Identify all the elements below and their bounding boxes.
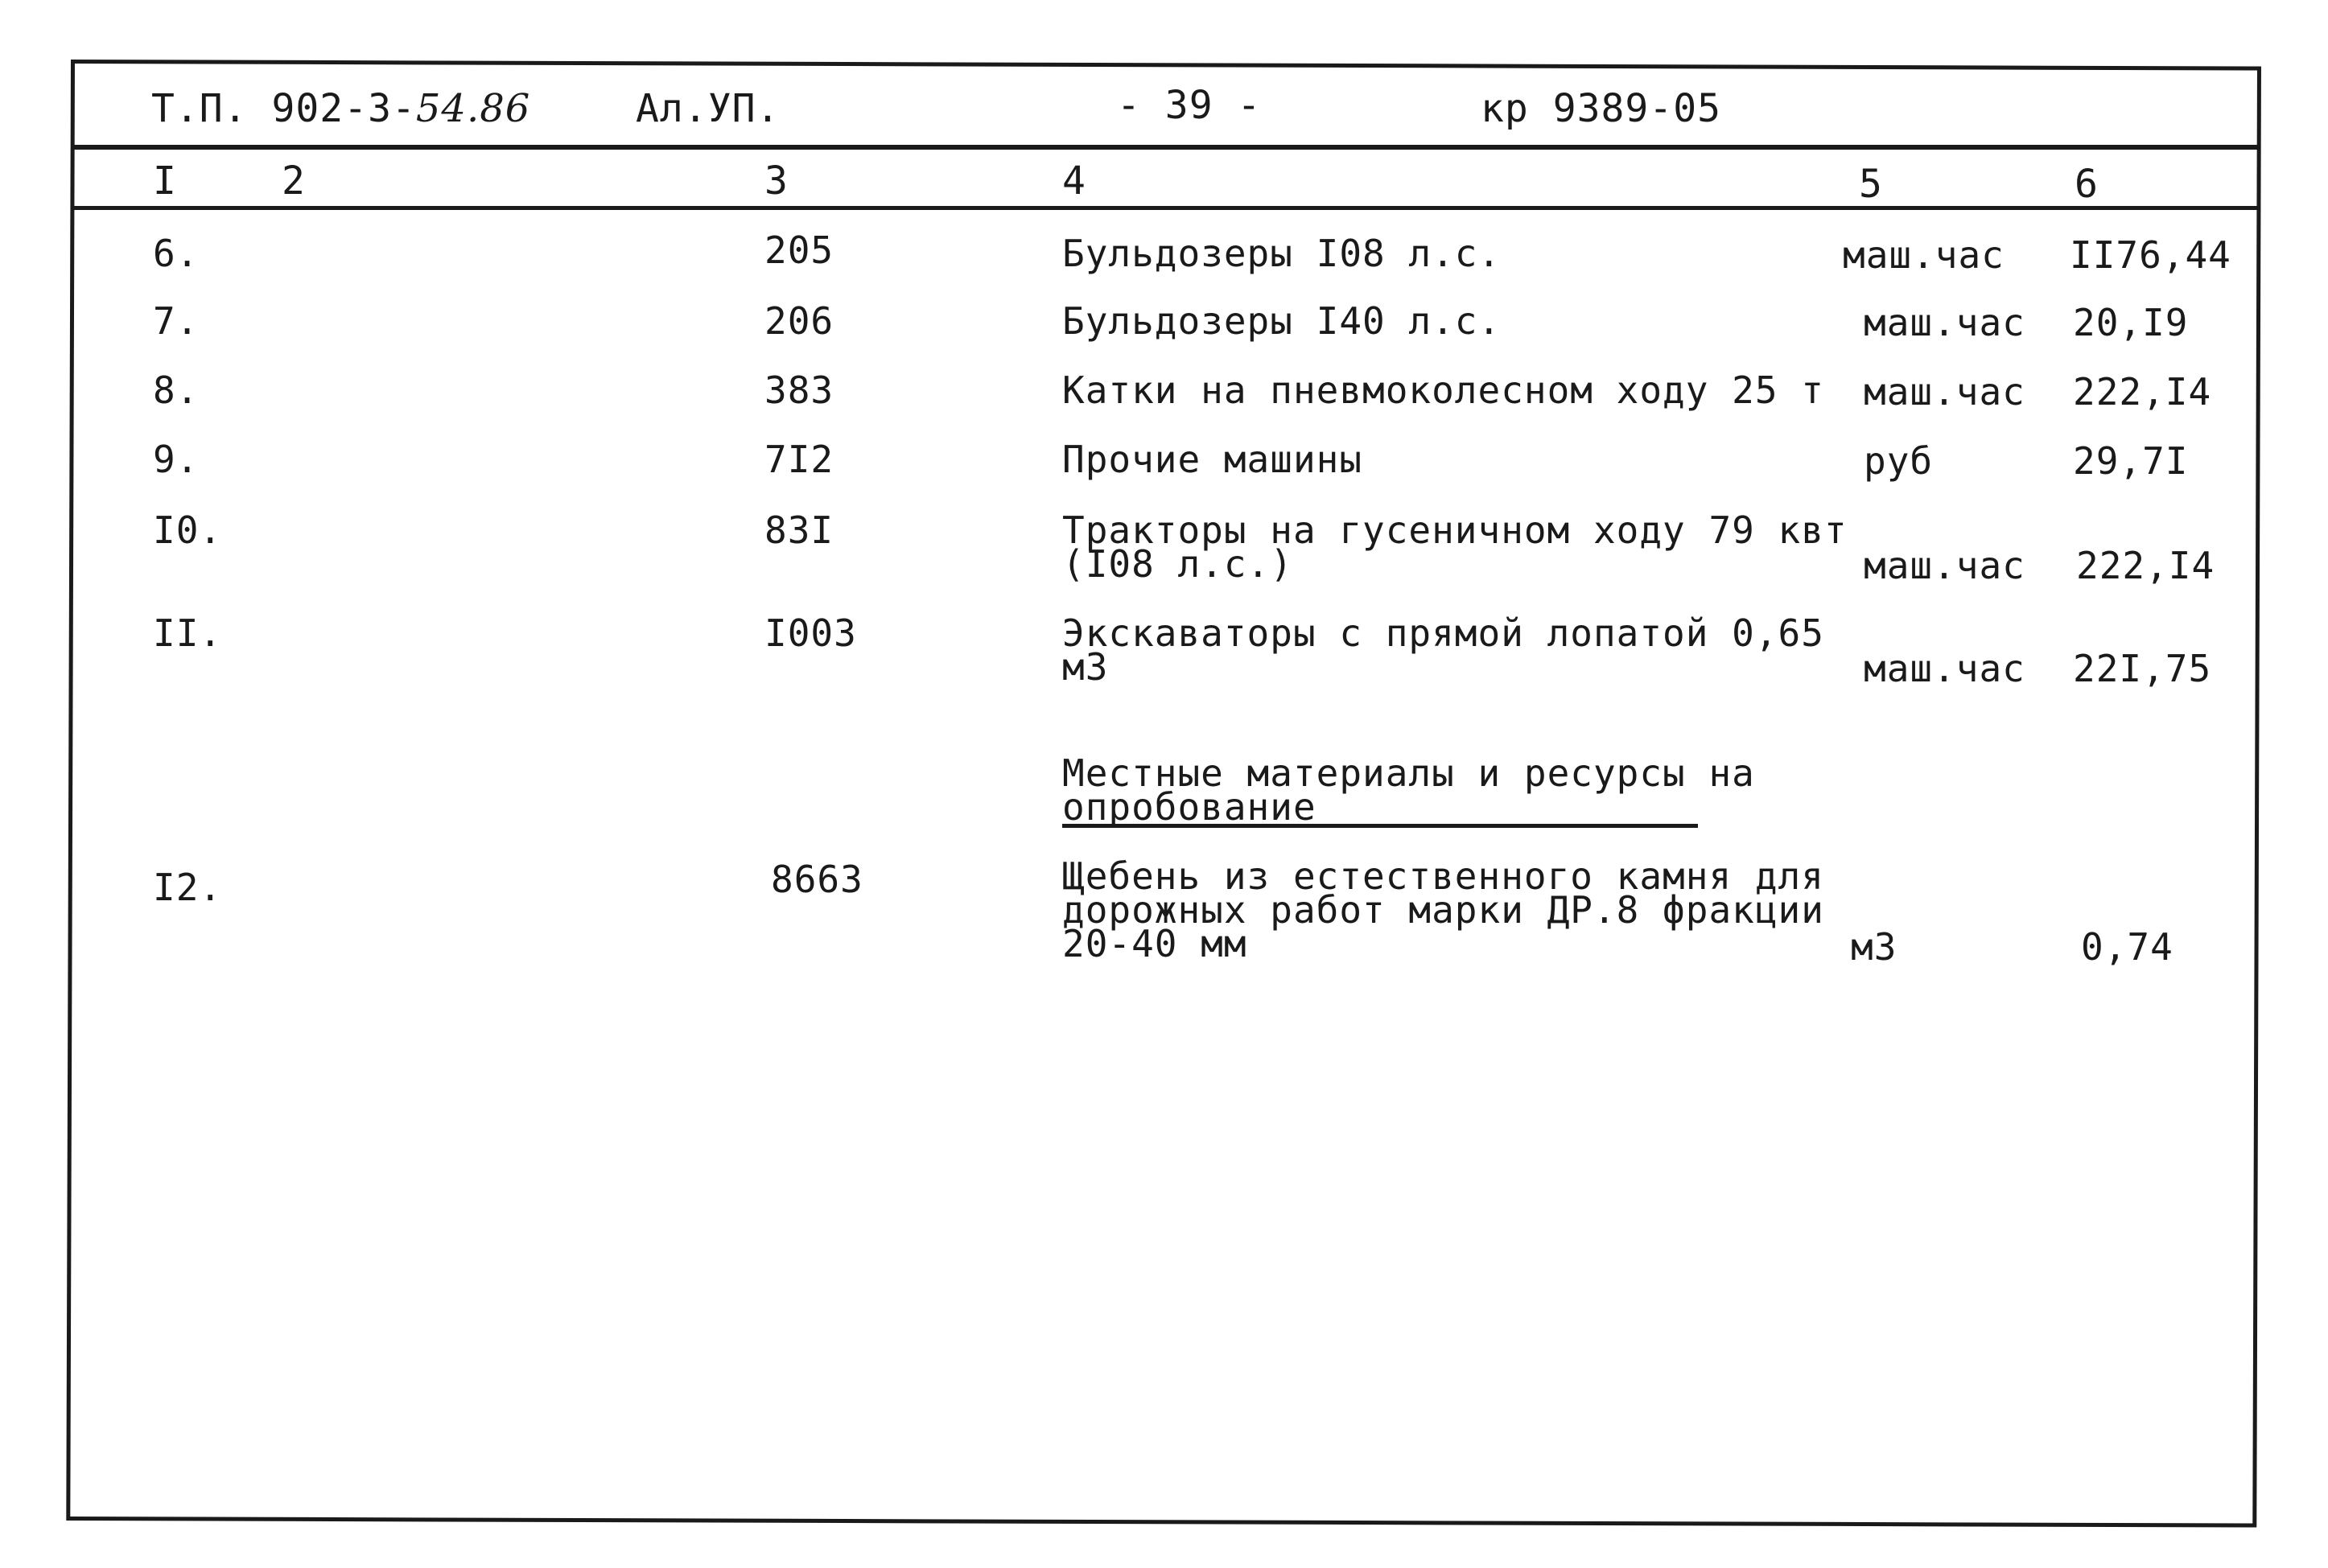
resource-code: 8663 (771, 858, 863, 901)
unit-of-measure: маш.час (1864, 370, 2025, 414)
quantity-value: 20,I9 (2073, 301, 2189, 344)
quantity-value: 0,74 (2081, 925, 2173, 969)
quantity-value: 222,I4 (2073, 370, 2212, 414)
resource-code: I003 (764, 611, 857, 655)
row-number: 9. (153, 438, 200, 481)
resource-code: 205 (764, 228, 834, 272)
project-handwritten-suffix: 54.86 (415, 86, 531, 131)
description-line: дорожных работ марки ДР.8 фракции (1062, 888, 1824, 932)
unit-of-measure: маш.час (1843, 233, 2005, 277)
quantity-value: 29,7I (2073, 439, 2189, 483)
header-divider (71, 145, 2258, 150)
unit-of-measure: руб (1864, 439, 1934, 483)
project-number (151, 86, 531, 131)
resource-code: 383 (764, 368, 834, 412)
description-line: Экскаваторы с прямой лопатой 0,65 (1062, 611, 1824, 655)
description-line: Прочие машины (1062, 438, 1363, 481)
row-number: 6. (153, 232, 200, 275)
resource-description (1062, 438, 1363, 481)
column-numbers-divider (71, 206, 2258, 210)
description-line: Тракторы на гусеничном ходу 79 квт (1062, 508, 1848, 552)
unit-of-measure: маш.час (1864, 301, 2025, 344)
section-heading (1062, 751, 1755, 829)
column-number-5: 5 (1859, 162, 1883, 207)
row-number: I0. (153, 508, 223, 552)
resource-description (1062, 854, 1824, 965)
description-line: м3 (1062, 645, 1109, 689)
quantity-value: II76,44 (2070, 233, 2231, 277)
column-number-6: 6 (2075, 162, 2099, 207)
description-line: Катки на пневмоколесном ходу 25 т (1062, 368, 1824, 412)
description-line: Бульдозеры I08 л.с. (1062, 232, 1502, 275)
section-heading-line: Местные материалы и ресурсы на (1062, 751, 1755, 795)
row-number: I2. (153, 866, 223, 909)
album-label: Ал.УП. (636, 86, 781, 131)
project-prefix: Т.П. 902-3- (151, 86, 416, 131)
page-number: - 39 - (1117, 83, 1262, 128)
column-number-3: 3 (764, 158, 789, 204)
resource-description (1062, 368, 1824, 412)
resource-description (1062, 611, 1824, 689)
section-heading-underline (1062, 824, 1698, 828)
column-number-1: I (153, 158, 177, 204)
column-number-2: 2 (282, 158, 306, 204)
quantity-value: 22I,75 (2073, 647, 2212, 690)
description-line: (I08 л.с.) (1062, 542, 1293, 586)
unit-of-measure: маш.час (1864, 647, 2025, 690)
unit-of-measure: м3 (1851, 925, 1897, 969)
resource-description (1062, 299, 1502, 343)
column-number-4: 4 (1062, 158, 1086, 204)
resource-description (1062, 232, 1502, 275)
description-line: Бульдозеры I40 л.с. (1062, 299, 1502, 343)
row-number: 8. (153, 368, 200, 412)
row-number: 7. (153, 299, 200, 343)
section-heading-line: опробование (1062, 785, 1316, 829)
document-code: кр 9389-05 (1481, 86, 1721, 131)
resource-code: 83I (764, 508, 834, 552)
resource-code: 206 (764, 299, 834, 343)
resource-description (1062, 508, 1848, 586)
resource-code: 7I2 (764, 438, 834, 481)
row-number: II. (153, 611, 223, 655)
description-line: Щебень из естественного камня для (1062, 854, 1824, 898)
quantity-value: 222,I4 (2076, 544, 2215, 587)
description-line: 20-40 мм (1062, 922, 1247, 965)
unit-of-measure: маш.час (1864, 544, 2025, 587)
